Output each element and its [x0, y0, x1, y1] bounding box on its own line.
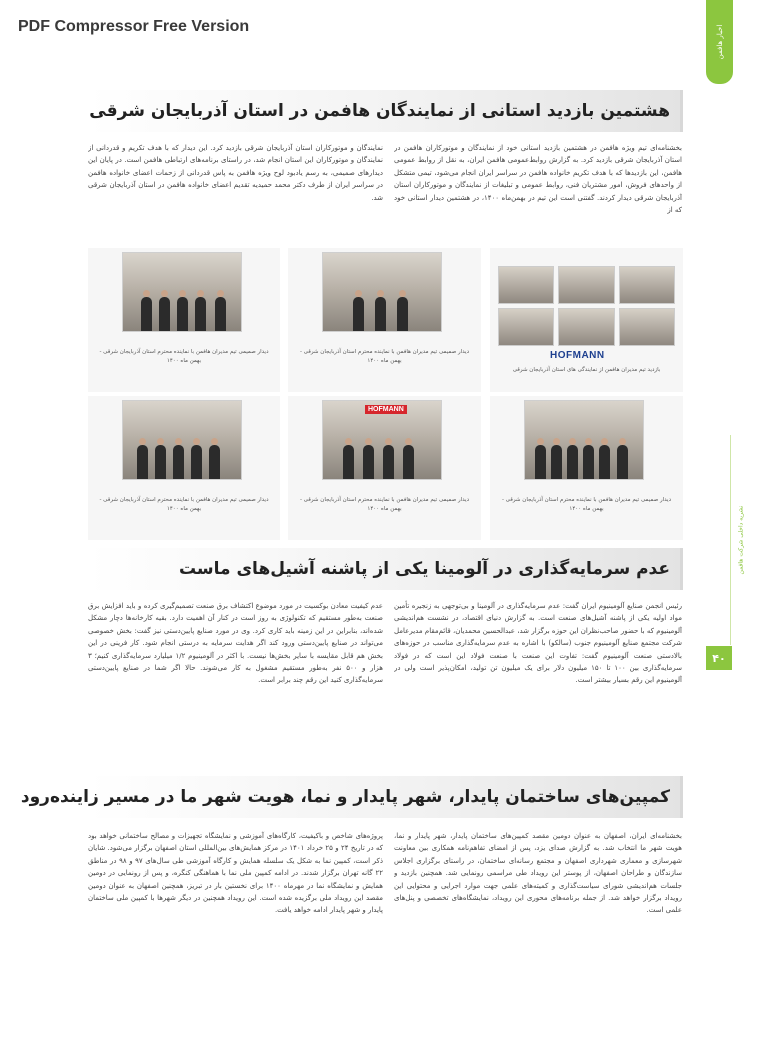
- article1-title-bar: [88, 90, 683, 132]
- thumbnail-photo: [619, 266, 675, 304]
- hofmann-logo: HOFMANN: [550, 350, 605, 361]
- article3-title-bar: [20, 776, 683, 818]
- section-tab: [706, 0, 733, 84]
- thumbnail-photo: [558, 266, 614, 304]
- thumbnail-photo: [498, 308, 554, 346]
- photo-cell: [490, 396, 683, 540]
- thumbnail-grid: [498, 266, 675, 346]
- journal-line: نشریه داخلی شرکت هافمن: [737, 505, 745, 575]
- article1-title: هشتمین بازدید استانی از نمایندگان هافمن در استان آذربایجان شرقی: [89, 101, 670, 121]
- group-photo: [524, 400, 644, 480]
- photo-cell: [88, 248, 280, 392]
- photo-caption: دیدار صمیمی تیم مدیران هافمن با نماینده محترم استان آذربایجان شرقی - بهمن ماه ۱۴۰۰: [299, 349, 470, 364]
- photo-cell: [88, 396, 280, 540]
- photo-caption: دیدار صمیمی تیم مدیران هافمن با نماینده محترم استان آذربایجان شرقی - بهمن ماه ۱۴۰۰: [299, 497, 470, 512]
- photo-caption: دیدار صمیمی تیم مدیران هافمن با نماینده محترم استان آذربایجان شرقی - بهمن ماه ۱۴۰۰: [99, 349, 269, 364]
- photo-cell: [490, 248, 683, 392]
- photo-caption: بازدید تیم مدیران هافمن از نمایندگی های استان آذربایجان شرقی: [512, 367, 661, 373]
- thumbnail-photo: [558, 308, 614, 346]
- article3-title: کمپین‌های ساختمان پایدار، شهر پایدار و نما، هویت شهر ما در مسیر زاینده‌رود: [20, 787, 670, 807]
- photo-cell: [288, 248, 481, 392]
- article2-title: عدم سرمایه‌گذاری در آلومینا یکی از پاشنه آشیل‌های ماست: [178, 559, 670, 579]
- watermark-text: PDF Compressor Free Version: [18, 18, 250, 35]
- section-tab-label: اخبار هافمن: [715, 24, 724, 60]
- article3-col-left: پروژه‌های شاخص و باکیفیت، کارگاه‌های آموزشی و نمایشگاه تجهیزات و مصالح ساختمانی خواهد بود که در تاریخ ۲۴ و ۲۵ خرداد ۱۴۰۱ در مرکز همایش‌های بین‌المللی استان اصفهان برگزار می‌شود. شایان ذکر است، کمپین نما به شکل یک سلسله همایش و کارگاه آموزشی طی سال‌های ۹۷ و ۹۸ در مناطق ۲۲ گانه تهران برگزار شدند. در ادامه کمپین ملی نما با هماهنگی کنگره، و پس از رونمایی در دومین همایش و نمایشگاه نما در مهرماه ۱۴۰۰ برای نخستین بار در تبریز، همچنین اصفهان به عنوان دومین مقصد این رویداد ملی برگزیده شده است. این رویداد همچنین در دیگر شهرها با کمپین ملی ساختمان پایدار و شهر پایدار ادامه خواهد یافت.: [88, 832, 383, 915]
- article2-col-left: عدم کیفیت معادن بوکسیت در مورد موضوع اکتشاف برق صنعت تصمیم‌گیری کرده و باید افزایش برق صنعت به‌طور مستقیم که تکنولوژی به روز است در کنار آن اهمیت دارد. بقیه کارخانه‌ها دچار مشکل شده‌اند، بنابراین در این زمینه باید کاری کرد. وی در مورد صنایع پایین‌دستی نیز گفت: بخش خصوصی می‌تواند در صنایع پایین‌دستی ورود کند اگر هدایت سرمایه به درستی انجام شود. کار فرینی در این بخش هم قابل مقایسه با سایر بخش‌ها نیست. با اکثر در آلومینیوم ۱/۲ میلیارد سرمایه‌گذاری کنیم؛ ۳ هزار و ۵۰۰ نفر به‌طور مستقیم مشغول به کار می‌شوند. حالا اگر شما در صنایع پایین‌دستی سرمایه‌گذاری کنید این رقم چند برابر است.: [88, 602, 383, 685]
- article1-col-right: بخشنامه‌ای تیم ویژه هافمن در هشتمین بازدید استانی خود از نمایندگان و موتورکاران هافمن در استان آذربایجان شرقی بازدید کرد. به گزارش روابط‌عمومی هافمن ایران، به نقل از روابط عمومی هافمن، این بازدیدها که با هدف تکریم خانواده هافمن در سراسر ایران انجام می‌شود، تیمی متشکل از واحدهای فروش، امور مشتریان فنی، روابط عمومی و تبلیغات از نمایندگان و موتورکاران استان آذربایجان شرقی دیدار کردند. گفتنی است این تیم در بهمن‌ماه ۱۴۰۰، در هشتمین دیدار استانی خود که از: [394, 144, 682, 215]
- page-number: ۴۰: [706, 646, 732, 670]
- photo-caption: دیدار صمیمی تیم مدیران هافمن با نماینده محترم استان آذربایجان شرقی - بهمن ماه ۱۴۰۰: [501, 497, 672, 512]
- thumbnail-photo: [498, 266, 554, 304]
- article2-col-right: رئیس انجمن صنایع آلومینیوم ایران گفت: عدم سرمایه‌گذاری در آلومینا و بی‌توجهی به زنجیره تأمین مواد اولیه یکی از پاشنه آشیل‌های صنعت است. به گزارش دنیای اقتصاد، در نشست هم‌اندیشی آلومینیوم که با حضور صاحب‌نظران این حوزه برگزار شد، عبدالحسین محمدیان، قائم‌مقام مدیرعامل شرکت مجتمع صنایع آلومینیوم جنوب (سالکو) با اشاره به عدم سرمایه‌گذاری مناسب در حوزه‌های بالادستی صنعت آلومینیوم گفت: تفاوت این صنعت با صنعت فولاد این است که در فولاد سرمایه‌گذاری بین ۱۰۰ تا ۱۵۰ میلیون دلار برای یک میلیون تن تولید، امکان‌پذیر است ولی در آلومینیوم این رقم بسیار بیشتر است.: [394, 602, 682, 685]
- group-photo: [322, 400, 442, 480]
- article2-title-bar: [88, 548, 683, 590]
- photo-caption: دیدار صمیمی تیم مدیران هافمن با نماینده محترم استان آذربایجان شرقی - بهمن ماه ۱۴۰۰: [99, 497, 269, 512]
- photo-cell: [288, 396, 481, 540]
- article3-col-right: بخشنامه‌ای ایران، اصفهان به عنوان دومین مقصد کمپین‌های ساختمان پایدار، شهر پایدار و نما، هویت شهر ما انتخاب شد. به گزارش صدای یزد، پس از امضای تفاهم‌نامه همکاری بین معاونت شهرسازی و معماری شهرداری اصفهان و مجتمع رسانه‌ای ساختمان، در راستای برگزاری اجلاس سازندگان و طراحان اصفهان، از پوستر این رویداد طی مراسمی رونمایی شد. همچنین بازدید و جلسات هم‌اندیشی شورای سیاست‌گذاری و کمیته‌های علمی جهت موارد اجرایی و محتوایی این رویداد برگزار خواهد شد. از جمله برنامه‌های محوری این رویداد، نمایشگاه‌های تخصصی و پنل‌های علمی است.: [394, 832, 682, 915]
- side-divider: [730, 435, 731, 645]
- thumbnail-photo: [619, 308, 675, 346]
- photo-grid: [88, 248, 683, 540]
- hofmann-sign: HOFMANN: [365, 405, 407, 414]
- group-photo: [122, 400, 242, 480]
- group-photo: [122, 252, 242, 332]
- group-photo: [322, 252, 442, 332]
- article1-col-left: نمایندگان و موتورکاران استان آذربایجان شرقی بازدید کرد. این دیدار که با هدف تکریم و قدردانی از نمایندگان و موتورکاران این استان انجام شد، در راستای برنامه‌های ارتباطی هافمن است. در پایان این دیدارهای صمیمی، به رسم یادبود لوح ویژه هافمن به پاس قدردانی از زحمات اعضای خانواده هافمن در سراسر ایران از طرف دکتر محمد حمیدیه تقدیم اعضای خانواده هافمن در استان آذربایجان شرقی شد.: [88, 144, 383, 202]
